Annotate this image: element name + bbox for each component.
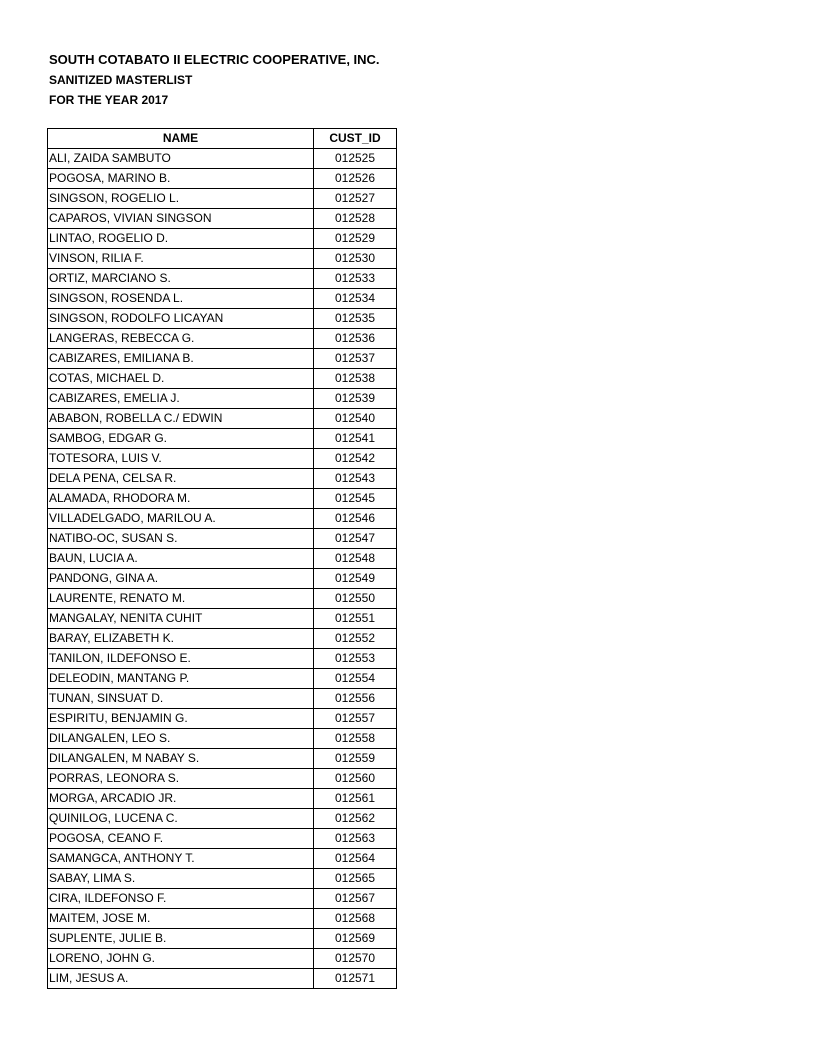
masterlist-table bbox=[47, 128, 397, 989]
customer-name-cell: ABABON, ROBELLA C./ EDWIN bbox=[48, 409, 314, 429]
customer-id-cell: 012530 bbox=[314, 249, 397, 269]
customer-name-cell: TUNAN, SINSUAT D. bbox=[48, 689, 314, 709]
table-row bbox=[48, 469, 397, 489]
customer-name-cell: PORRAS, LEONORA S. bbox=[48, 769, 314, 789]
customer-name-cell: DILANGALEN, M NABAY S. bbox=[48, 749, 314, 769]
document-period: FOR THE YEAR 2017 bbox=[49, 93, 169, 107]
customer-name-cell: MANGALAY, NENITA CUHIT bbox=[48, 609, 314, 629]
table-row bbox=[48, 569, 397, 589]
customer-id-cell: 012528 bbox=[314, 209, 397, 229]
customer-name-cell: TANILON, ILDEFONSO E. bbox=[48, 649, 314, 669]
document-subtitle: SANITIZED MASTERLIST bbox=[49, 73, 193, 87]
customer-id-cell: 012529 bbox=[314, 229, 397, 249]
table-row bbox=[48, 969, 397, 989]
customer-name-cell: LIM, JESUS A. bbox=[48, 969, 314, 989]
customer-id-cell: 012545 bbox=[314, 489, 397, 509]
customer-name-cell: SAMANGCA, ANTHONY T. bbox=[48, 849, 314, 869]
customer-name-cell: COTAS, MICHAEL D. bbox=[48, 369, 314, 389]
customer-name-cell: SINGSON, ROGELIO L. bbox=[48, 189, 314, 209]
table-row bbox=[48, 649, 397, 669]
table-row bbox=[48, 709, 397, 729]
customer-name-cell: DELEODIN, MANTANG P. bbox=[48, 669, 314, 689]
customer-name-cell: DILANGALEN, LEO S. bbox=[48, 729, 314, 749]
customer-id-cell: 012570 bbox=[314, 949, 397, 969]
table-row bbox=[48, 149, 397, 169]
customer-id-cell: 012561 bbox=[314, 789, 397, 809]
customer-id-cell: 012546 bbox=[314, 509, 397, 529]
customer-name-cell: SAMBOG, EDGAR G. bbox=[48, 429, 314, 449]
table-row bbox=[48, 629, 397, 649]
customer-id-cell: 012541 bbox=[314, 429, 397, 449]
customer-name-cell: ESPIRITU, BENJAMIN G. bbox=[48, 709, 314, 729]
table-row bbox=[48, 749, 397, 769]
customer-name-cell: SABAY, LIMA S. bbox=[48, 869, 314, 889]
table-row bbox=[48, 489, 397, 509]
customer-id-cell: 012563 bbox=[314, 829, 397, 849]
customer-name-cell: CAPAROS, VIVIAN SINGSON bbox=[48, 209, 314, 229]
table-row bbox=[48, 549, 397, 569]
customer-name-cell: PANDONG, GINA A. bbox=[48, 569, 314, 589]
customer-id-cell: 012540 bbox=[314, 409, 397, 429]
customer-name-cell: LINTAO, ROGELIO D. bbox=[48, 229, 314, 249]
customer-name-cell: CABIZARES, EMILIANA B. bbox=[48, 349, 314, 369]
table-row bbox=[48, 209, 397, 229]
table-row bbox=[48, 509, 397, 529]
customer-id-cell: 012556 bbox=[314, 689, 397, 709]
customer-name-cell: VINSON, RILIA F. bbox=[48, 249, 314, 269]
table-row bbox=[48, 949, 397, 969]
table-row bbox=[48, 609, 397, 629]
customer-id-cell: 012568 bbox=[314, 909, 397, 929]
customer-id-cell: 012562 bbox=[314, 809, 397, 829]
table-row bbox=[48, 829, 397, 849]
customer-name-cell: POGOSA, MARINO B. bbox=[48, 169, 314, 189]
table-row bbox=[48, 249, 397, 269]
customer-id-cell: 012547 bbox=[314, 529, 397, 549]
table-row bbox=[48, 389, 397, 409]
document-title: SOUTH COTABATO II ELECTRIC COOPERATIVE, INC. bbox=[49, 52, 380, 67]
customer-name-cell: SUPLENTE, JULIE B. bbox=[48, 929, 314, 949]
customer-name-cell: ORTIZ, MARCIANO S. bbox=[48, 269, 314, 289]
table-row bbox=[48, 529, 397, 549]
customer-name-cell: MORGA, ARCADIO JR. bbox=[48, 789, 314, 809]
column-header-cust-id: CUST_ID bbox=[314, 129, 397, 149]
customer-id-cell: 012569 bbox=[314, 929, 397, 949]
table-row bbox=[48, 169, 397, 189]
customer-name-cell: MAITEM, JOSE M. bbox=[48, 909, 314, 929]
table-row bbox=[48, 229, 397, 249]
table-row bbox=[48, 669, 397, 689]
customer-id-cell: 012536 bbox=[314, 329, 397, 349]
table-row bbox=[48, 689, 397, 709]
customer-id-cell: 012537 bbox=[314, 349, 397, 369]
customer-id-cell: 012571 bbox=[314, 969, 397, 989]
customer-id-cell: 012542 bbox=[314, 449, 397, 469]
customer-name-cell: DELA PENA, CELSA R. bbox=[48, 469, 314, 489]
table-row bbox=[48, 769, 397, 789]
customer-name-cell: BAUN, LUCIA A. bbox=[48, 549, 314, 569]
customer-name-cell: CIRA, ILDEFONSO F. bbox=[48, 889, 314, 909]
table-body bbox=[48, 149, 397, 989]
customer-id-cell: 012552 bbox=[314, 629, 397, 649]
customer-name-cell: TOTESORA, LUIS V. bbox=[48, 449, 314, 469]
table-row bbox=[48, 269, 397, 289]
table-row bbox=[48, 369, 397, 389]
table-row bbox=[48, 729, 397, 749]
customer-id-cell: 012549 bbox=[314, 569, 397, 589]
table-row bbox=[48, 329, 397, 349]
customer-id-cell: 012565 bbox=[314, 869, 397, 889]
customer-name-cell: VILLADELGADO, MARILOU A. bbox=[48, 509, 314, 529]
customer-name-cell: BARAY, ELIZABETH K. bbox=[48, 629, 314, 649]
customer-id-cell: 012550 bbox=[314, 589, 397, 609]
customer-id-cell: 012527 bbox=[314, 189, 397, 209]
customer-id-cell: 012539 bbox=[314, 389, 397, 409]
table-row bbox=[48, 349, 397, 369]
customer-name-cell: SINGSON, RODOLFO LICAYAN bbox=[48, 309, 314, 329]
customer-name-cell: ALAMADA, RHODORA M. bbox=[48, 489, 314, 509]
customer-id-cell: 012538 bbox=[314, 369, 397, 389]
customer-id-cell: 012548 bbox=[314, 549, 397, 569]
customer-name-cell: LANGERAS, REBECCA G. bbox=[48, 329, 314, 349]
customer-name-cell: SINGSON, ROSENDA L. bbox=[48, 289, 314, 309]
customer-id-cell: 012533 bbox=[314, 269, 397, 289]
customer-name-cell: LAURENTE, RENATO M. bbox=[48, 589, 314, 609]
customer-id-cell: 012543 bbox=[314, 469, 397, 489]
table-row bbox=[48, 409, 397, 429]
customer-id-cell: 012567 bbox=[314, 889, 397, 909]
customer-id-cell: 012551 bbox=[314, 609, 397, 629]
column-header-name: NAME bbox=[48, 129, 314, 149]
table-row bbox=[48, 289, 397, 309]
document-header bbox=[49, 50, 380, 110]
table-row bbox=[48, 889, 397, 909]
table-row bbox=[48, 309, 397, 329]
customer-id-cell: 012558 bbox=[314, 729, 397, 749]
table-header-row bbox=[48, 129, 397, 149]
table-row bbox=[48, 429, 397, 449]
customer-id-cell: 012553 bbox=[314, 649, 397, 669]
customer-id-cell: 012526 bbox=[314, 169, 397, 189]
table-row bbox=[48, 449, 397, 469]
table-row bbox=[48, 869, 397, 889]
customer-id-cell: 012534 bbox=[314, 289, 397, 309]
customer-id-cell: 012560 bbox=[314, 769, 397, 789]
customer-id-cell: 012557 bbox=[314, 709, 397, 729]
table-row bbox=[48, 929, 397, 949]
customer-id-cell: 012559 bbox=[314, 749, 397, 769]
table-row bbox=[48, 809, 397, 829]
customer-id-cell: 012525 bbox=[314, 149, 397, 169]
customer-name-cell: NATIBO-OC, SUSAN S. bbox=[48, 529, 314, 549]
customer-id-cell: 012554 bbox=[314, 669, 397, 689]
customer-name-cell: QUINILOG, LUCENA C. bbox=[48, 809, 314, 829]
table-row bbox=[48, 789, 397, 809]
customer-name-cell: ALI, ZAIDA SAMBUTO bbox=[48, 149, 314, 169]
table-row bbox=[48, 909, 397, 929]
customer-name-cell: CABIZARES, EMELIA J. bbox=[48, 389, 314, 409]
table-row bbox=[48, 589, 397, 609]
customer-id-cell: 012535 bbox=[314, 309, 397, 329]
customer-name-cell: POGOSA, CEANO F. bbox=[48, 829, 314, 849]
table-row bbox=[48, 189, 397, 209]
customer-id-cell: 012564 bbox=[314, 849, 397, 869]
customer-name-cell: LORENO, JOHN G. bbox=[48, 949, 314, 969]
table-row bbox=[48, 849, 397, 869]
